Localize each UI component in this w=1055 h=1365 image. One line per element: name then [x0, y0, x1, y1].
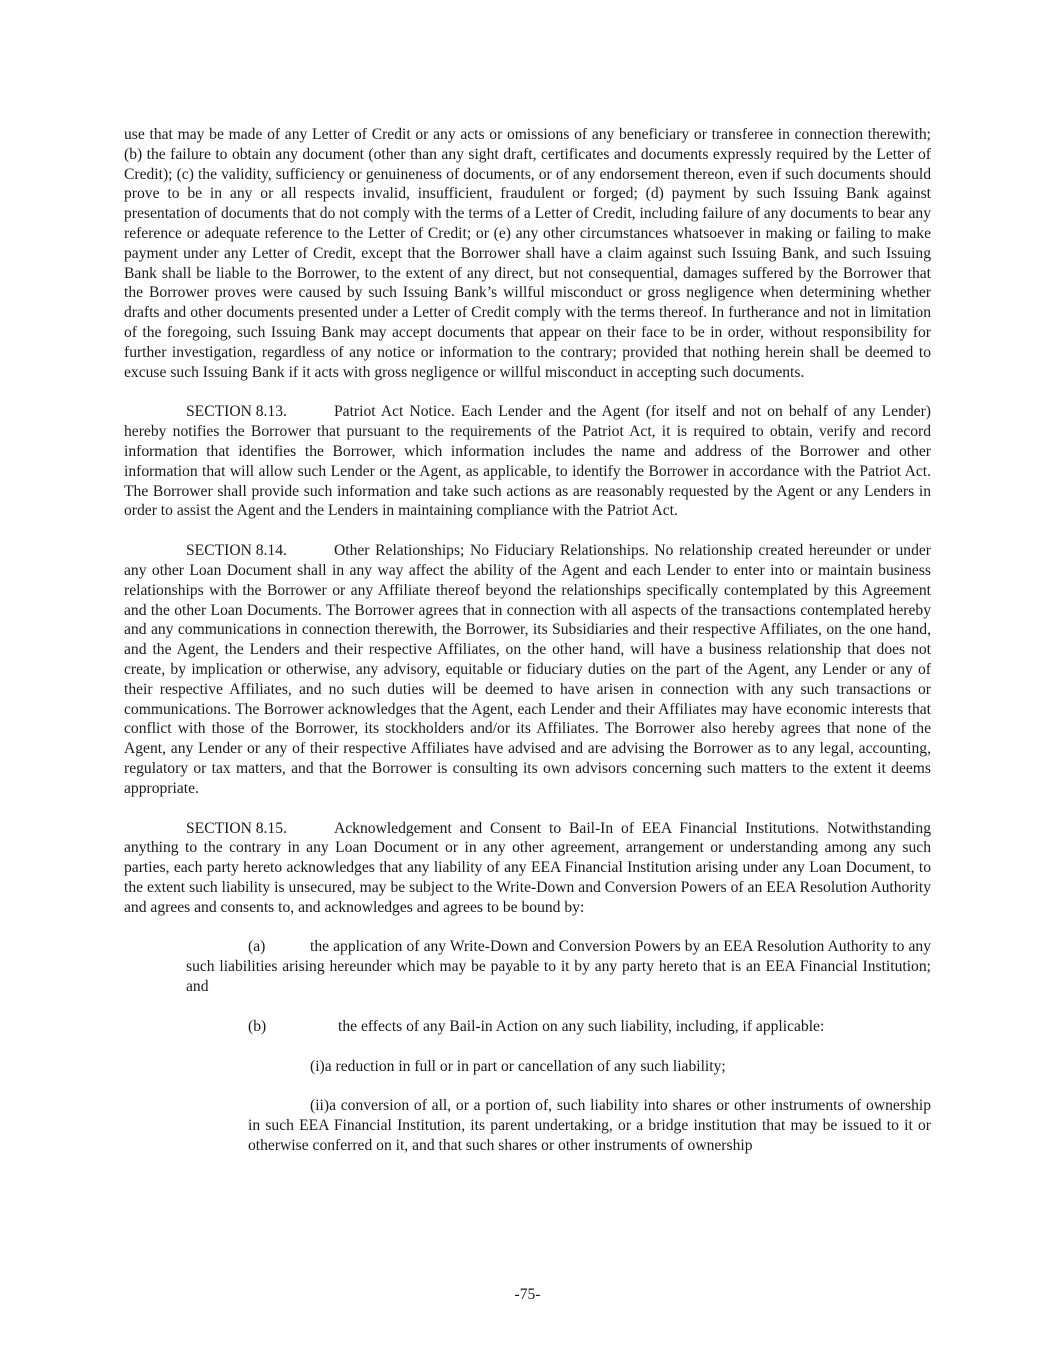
section-number: SECTION 8.14.	[186, 542, 287, 560]
continuation-paragraph: use that may be made of any Letter of Credit or any acts or omissions of any beneficiary or transferee in connection therewith; (b) the failure to obtain any document (other than any sight draft, certificates and documents expressly required by the Letter of Credit); (c) the validity, sufficiency or genuineness of documents, or of any endorsement thereon, even if such documents should prove to be in any or all respects invalid, insufficient, fraudulent or forged; (d) payment by such Issuing Bank against presentation of documents that do not comply with the terms of a Letter of Credit, including failure of any documents to bear any reference or adequate reference to the Letter of Credit; or (e) any other circumstances whatsoever in making or failing to make payment under any Letter of Credit, except that the Borrower shall have a claim against such Issuing Bank, and such Issuing Bank shall be liable to the Borrower, to the extent of any direct, but not consequential, damages suffered by the Borrower that the Borrower proves were caused by such Issuing Bank’s willful misconduct or gross negligence when determining whether drafts and other documents presented under a Letter of Credit comply with the terms thereof. In furtherance and not in limitation of the foregoing, such Issuing Bank may accept documents that appear on their face to be in order, without responsibility for further investigation, regardless of any notice or information to the contrary; provided that nothing herein shall be deemed to excuse such Issuing Bank if it acts with gross negligence or willful misconduct in accepting such documents.	[124, 126, 931, 381]
clause-text: the application of any Write-Down and Conversion Powers by an EEA Resolution Authority to any such liabilities arising hereunder which may be payable to it by any party hereto that is an EEA Financial Institution; and	[186, 938, 931, 996]
paragraph-gap	[124, 521, 931, 541]
clause-ii	[248, 1096, 931, 1155]
section-number: SECTION 8.15.	[186, 819, 287, 837]
clause-marker: (ii)	[310, 1097, 330, 1115]
clause-a	[186, 937, 931, 996]
paragraph-gap	[124, 799, 931, 819]
section-text: Patriot Act Notice. Each Lender and the Agent (for itself and not on behalf of any Lender) hereby notifies the Borrower that pursuant to the requirements of the Patriot Act, it is required to obtain, verify and record information that identifies the Borrower, which information includes the name and address of the Borrower and other information that will allow such Lender or the Agent, as applicable, to identify the Borrower in accordance with the Patriot Act. The Borrower shall provide such information and take such actions as are reasonably requested by the Agent or any Lenders in order to assist the Agent and the Lenders in maintaining compliance with the Patriot Act.	[124, 403, 931, 520]
section-8-13	[124, 402, 931, 521]
clause-b	[248, 1017, 931, 1037]
clause-i	[248, 1057, 931, 1077]
paragraph-gap	[124, 917, 931, 937]
paragraph-gap	[124, 382, 931, 402]
clause-text: the effects of any Bail-in Action on any such liability, including, if applicable:	[338, 1017, 825, 1035]
paragraph-gap	[124, 997, 931, 1017]
paragraph-gap	[124, 1037, 931, 1057]
section-8-14	[124, 541, 931, 798]
clause-text: a reduction in full or in part or cancellation of any such liability;	[324, 1057, 726, 1075]
clause-marker: (i)	[310, 1057, 325, 1075]
clause-text: a conversion of all, or a portion of, such liability into shares or other instruments of ownership in such EEA Financial Institution, its parent undertaking, or a bridge institution that may be issued to it or otherwise conferred on it, and that such shares or other instruments of ownership	[248, 1097, 931, 1155]
section-text: Acknowledgement and Consent to Bail-In of EEA Financial Institutions. Notwithstanding anything to the contrary in any Loan Document or in any other agreement, arrangement or understanding among any such parties, each party hereto acknowledges that any liability of any EEA Financial Institution arising under any Loan Document, to the extent such liability is unsecured, may be subject to the Write-Down and Conversion Powers of an EEA Resolution Authority and agrees and consents to, and acknowledges and agrees to be bound by:	[124, 819, 931, 916]
clause-marker: (b)	[248, 1017, 267, 1035]
clause-marker: (a)	[248, 938, 266, 956]
section-8-15	[124, 819, 931, 918]
section-number: SECTION 8.13.	[186, 403, 287, 421]
section-text: Other Relationships; No Fiduciary Relationships. No relationship created hereunder or under any other Loan Document shall in any way affect the ability of the Agent and each Lender to enter into or maintain business relationships with the Borrower or any Affiliate thereof beyond the relationships specifically contemplated by this Agreement and the other Loan Documents. The Borrower agrees that in connection with all aspects of the transactions contemplated hereby and any communications in connection therewith, the Borrower, its Subsidiaries and their respective Affiliates, on the one hand, and the Agent, the Lenders and their respective Affiliates, on the other hand, will have a business relationship that does not create, by implication or otherwise, any advisory, equitable or fiduciary duties on the part of the Agent, any Lender or any of their respective Affiliates, and no such duties will be deemed to have arisen in connection with any such transactions or communications. The Borrower acknowledges that the Agent, each Lender and their Affiliates may have economic interests that conflict with those of the Borrower, its stockholders and/or its Affiliates. The Borrower also hereby agrees that none of the Agent, any Lender or any of their respective Affiliates have advised and are advising the Borrower as to any legal, accounting, regulatory or tax matters, and that the Borrower is consulting its own advisors concerning such matters to the extent it deems appropriate.	[124, 542, 931, 797]
page-number: -75-	[514, 1286, 541, 1303]
paragraph-gap	[124, 1076, 931, 1096]
document-page	[124, 125, 931, 1156]
